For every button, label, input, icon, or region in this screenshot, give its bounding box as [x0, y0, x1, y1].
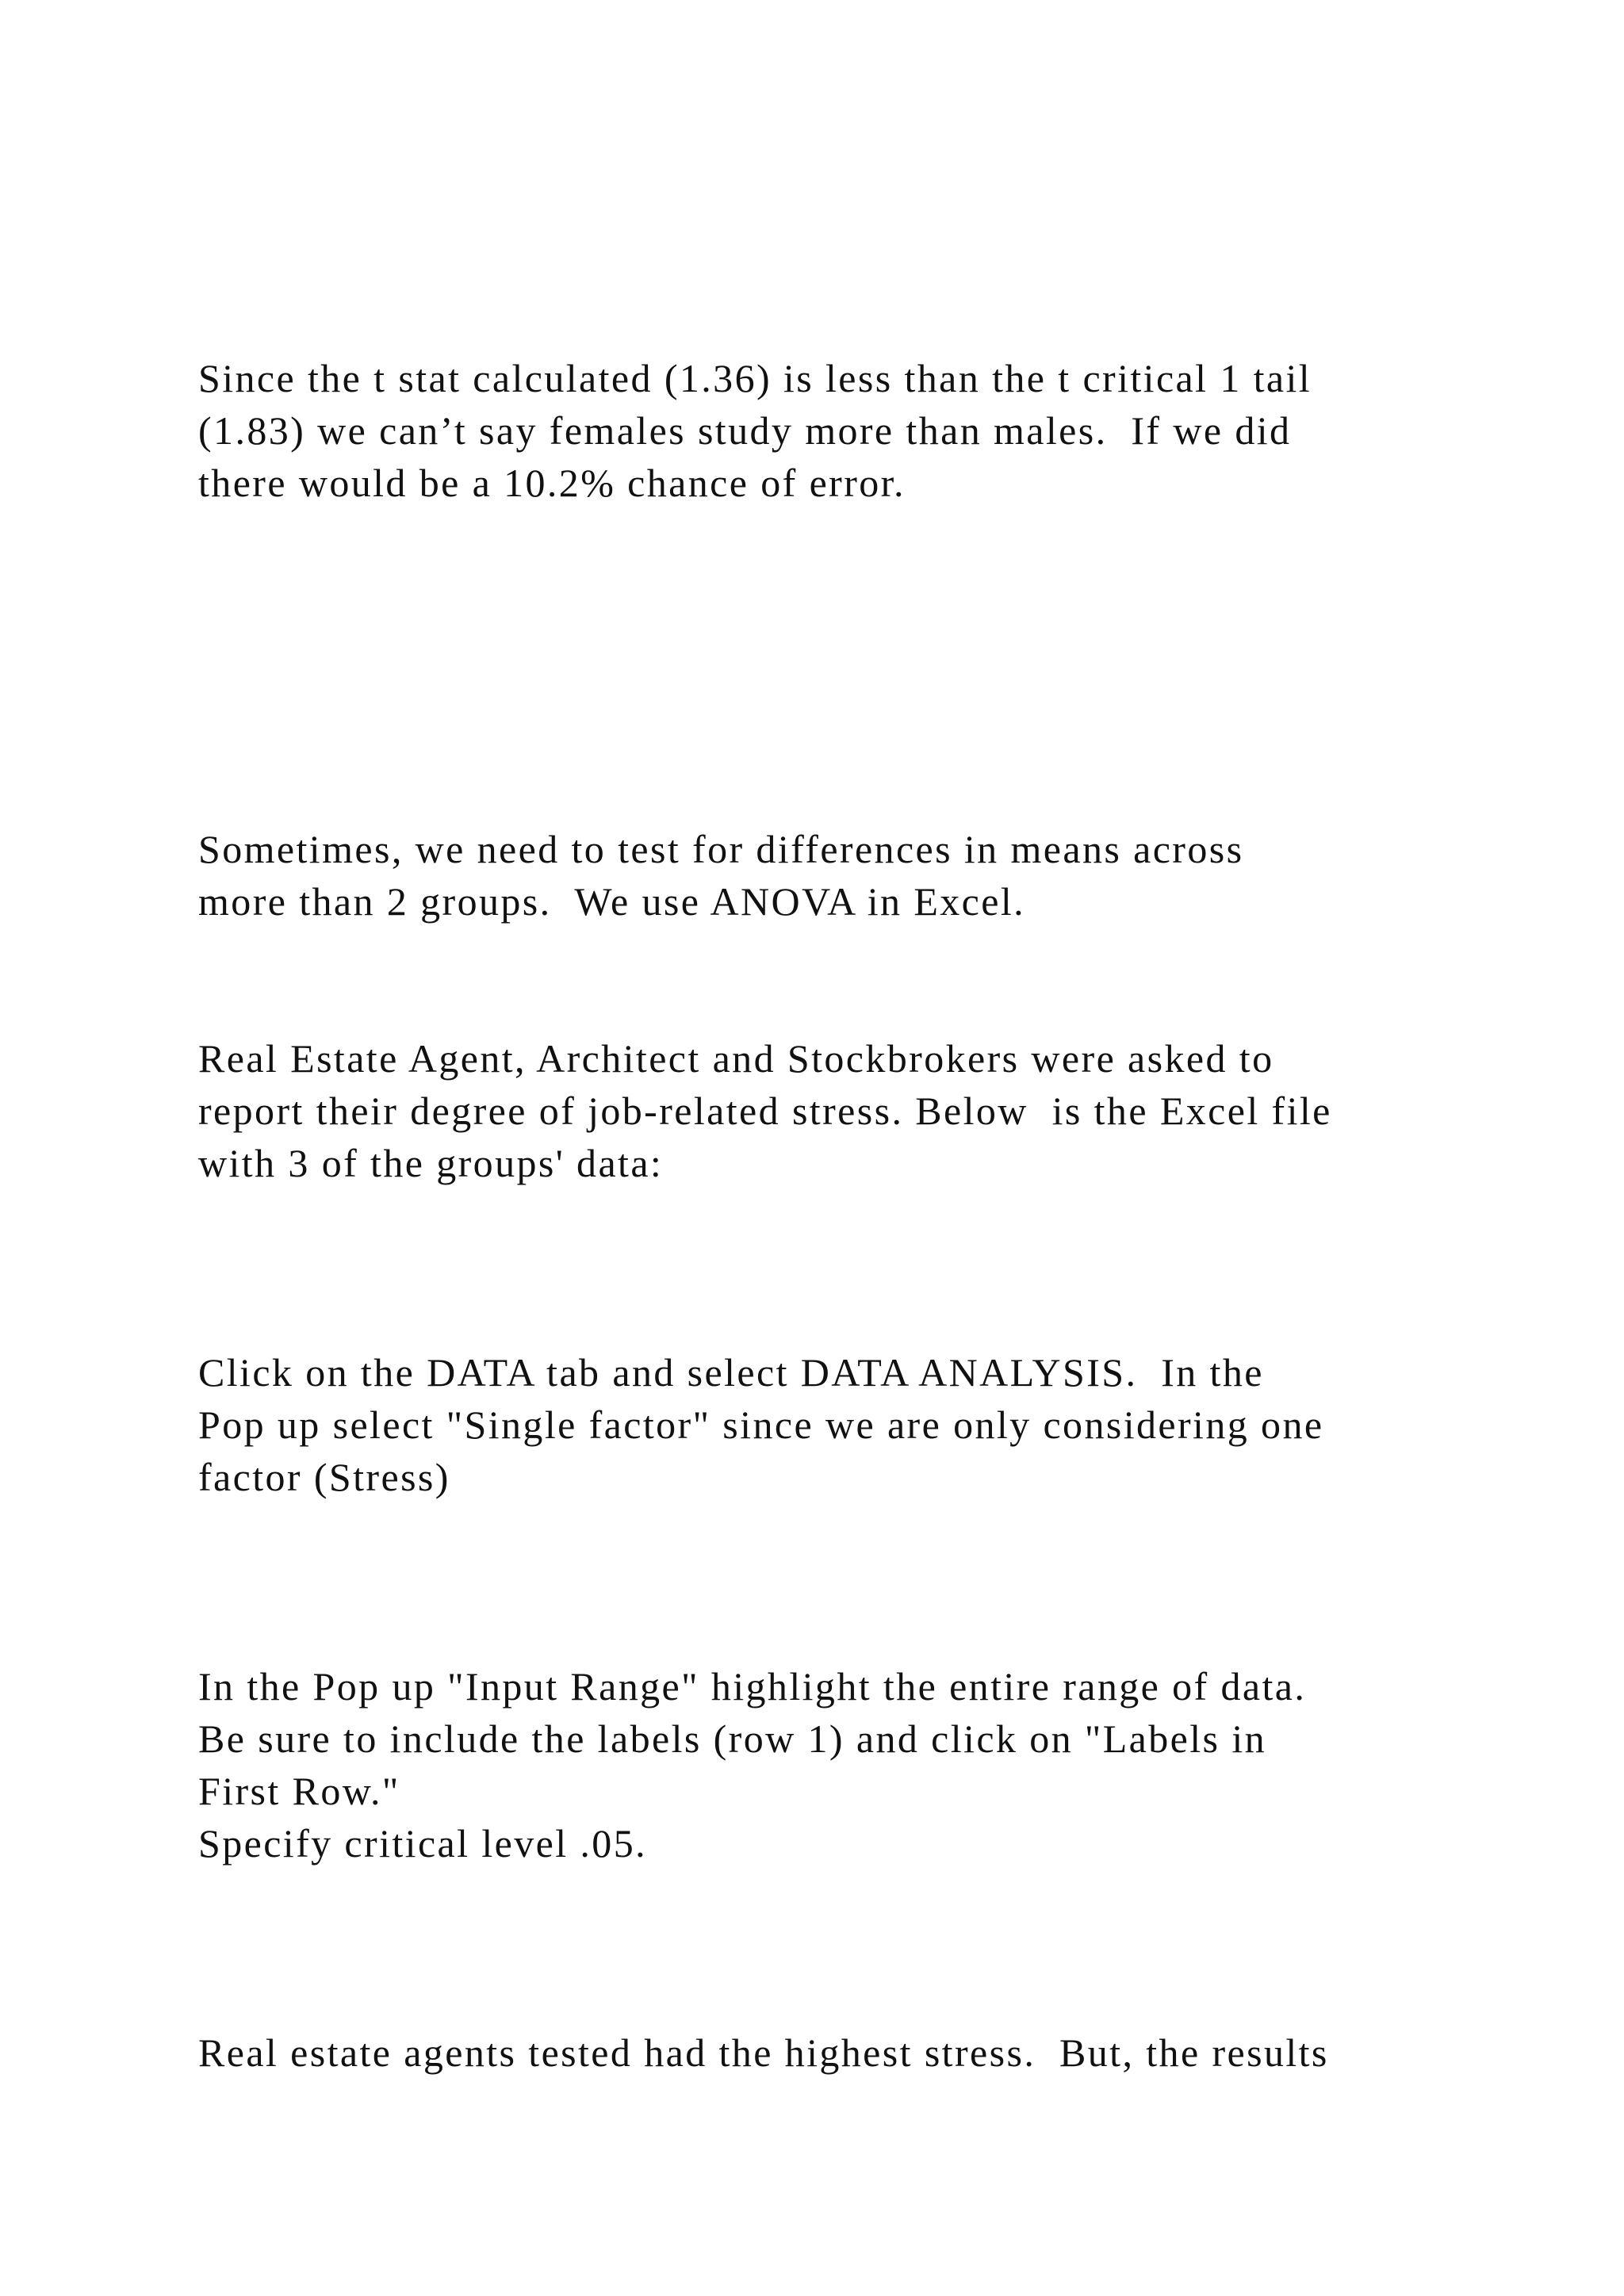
text-line: Pop up select "Single factor" since we are only considering one	[198, 1402, 1324, 1447]
paragraph-stress-data-description	[198, 1032, 1507, 1189]
text-line: Since the t stat calculated (1.36) is less than the t critical 1 tail	[198, 356, 1312, 400]
text-line: Specify critical level .05.	[198, 1821, 647, 1866]
text-line: (1.83) we can’t say females study more than males. If we did	[198, 408, 1292, 453]
paragraph-anova-intro	[198, 823, 1507, 928]
text-line: Sometimes, we need to test for differences in means across	[198, 827, 1244, 871]
text-line: report their degree of job-related stress. Below is the Excel file	[198, 1089, 1332, 1133]
paragraph-t-test-conclusion	[198, 352, 1507, 509]
text-line: with 3 of the groups' data:	[198, 1141, 664, 1185]
text-line: In the Pop up "Input Range" highlight the entire range of data.	[198, 1664, 1307, 1709]
text-line: factor (Stress)	[198, 1455, 450, 1499]
text-line: Real Estate Agent, Architect and Stockbrokers were asked to	[198, 1036, 1274, 1081]
text-line: Real estate agents tested had the highest stress. But, the results	[198, 2030, 1329, 2075]
text-line: Be sure to include the labels (row 1) and click on "Labels in	[198, 1716, 1267, 1761]
text-line: more than 2 groups. We use ANOVA in Excel.	[198, 879, 1026, 924]
paragraph-results	[198, 2026, 1507, 2079]
text-line: Click on the DATA tab and select DATA ANALYSIS. In the	[198, 1350, 1264, 1395]
paragraph-data-analysis-steps	[198, 1346, 1507, 1503]
text-line: there would be a 10.2% chance of error.	[198, 461, 906, 505]
paragraph-input-range-steps	[198, 1660, 1507, 1869]
text-line: First Row."	[198, 1769, 400, 1813]
